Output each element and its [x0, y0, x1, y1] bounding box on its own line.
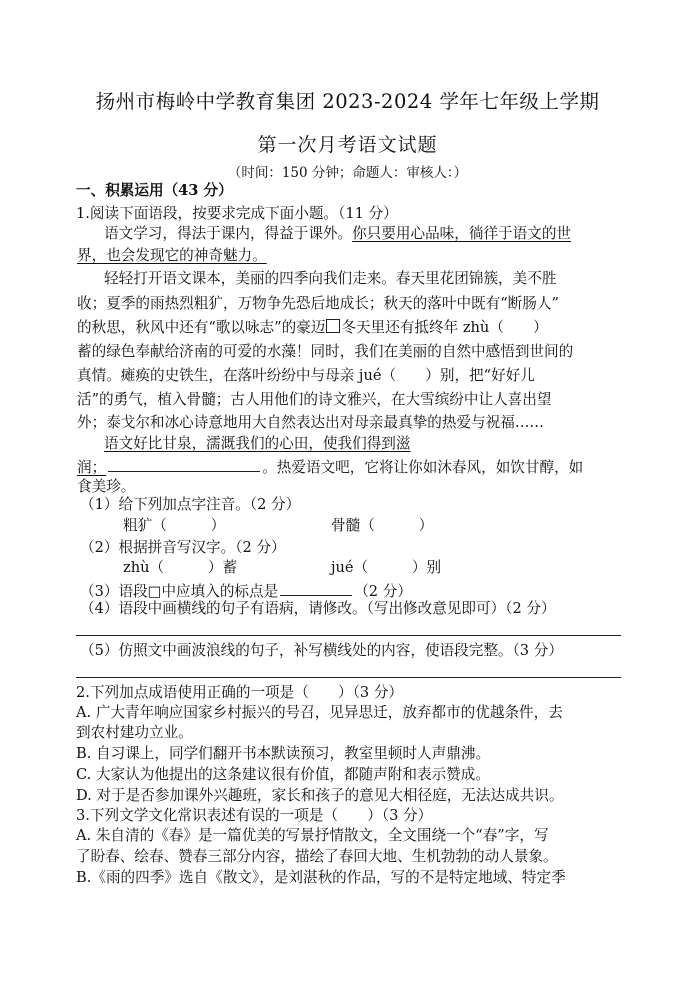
exam-meta: （时间：150 分钟；命题人：审核人：）: [227, 165, 468, 181]
q1-intro-line2: [77, 246, 267, 266]
q3-option-a-line1: A. 朱自清的《春》是一篇优美的写景抒情散文，全文围绕一个“春”字，写: [76, 827, 549, 844]
section-title: 一、积累运用（43 分）: [76, 182, 233, 199]
passage-line-i: 食美珍。: [77, 478, 136, 495]
q2-option-a-line1: A. 广大青年响应国家乡村振兴的号召，见异思迁，放弃都市的优越条件，去: [76, 704, 563, 721]
fill-blank-line[interactable]: [108, 455, 260, 472]
sub-question-2: （2）根据拼音写汉字。（2 分）: [80, 539, 286, 556]
q1-intro-underlined-a: 你只要用心品味，徜徉于语文的世: [352, 225, 572, 242]
sub-question-4: （4）语段中画横线的句子有语病，请修改。（写出修改意见即可）（2 分）: [80, 600, 556, 617]
sub1-word1: 粗犷（ ）: [123, 517, 226, 534]
passage-line-h-rest: 。热爱语文吧，它将让你如沐春风，如饮甘醇，如: [262, 459, 584, 476]
q3-stem: 3.下列文学文化常识表述有误的一项是（ ）（3 分）: [76, 807, 433, 824]
passage-line-a: 轻轻打开语文课本，美丽的四季向我们走来。春天里花团锦簇，美不胜: [104, 270, 557, 287]
punctuation-box: [326, 319, 340, 333]
q1-intro: [104, 224, 571, 244]
passage-line-h: [77, 455, 583, 478]
passage-line-c: [77, 318, 548, 338]
q2-stem: 2.下列加点成语使用正确的一项是（ ）（3 分）: [76, 684, 404, 701]
q3-option-a-line2: 了盼春、绘春、赞春三部分内容，描绘了春回大地、生机勃勃的动人景象。: [76, 848, 558, 865]
q2-option-a-line2: 到农村建功立业。: [76, 724, 193, 741]
exam-title-line2: 第一次月考语文试题: [257, 134, 438, 156]
passage-line-b: 收；夏季的雨热烈粗犷，万物争先恐后地成长；秋天的落叶中既有“断肠人”: [77, 295, 559, 312]
q2-option-c: C. 大家认为他提出的这条建议很有价值，都随声附和表示赞成。: [76, 766, 490, 783]
passage-line-g: 外；泰戈尔和冰心诗意地用大自然表达出对母亲最真挚的热爱与祝福……: [77, 414, 545, 431]
wavy-sentence-a: 语文好比甘泉，濡溉我们的心田，使我们得到滋: [104, 435, 411, 452]
passage-line-f: 活”的勇气，植入骨髓；古人用他们的诗文雅兴，在大雪缤纷中让人喜出望: [77, 391, 552, 408]
sub5-answer-line[interactable]: [76, 677, 621, 678]
sub2-word1: zhù（ ）蓄: [123, 559, 238, 576]
passage-line-e: 真情。瘫痪的史铁生，在落叶纷纷中与母亲 jué（ ）别，把“好好儿: [77, 367, 535, 384]
passage-line-c1: 的秋思，秋风中还有“歌以咏志”的豪迈: [77, 319, 326, 336]
wavy-sentence-b: 润；: [77, 459, 107, 476]
passage-wavy-a: [104, 434, 410, 454]
sub3-text: （3）语段□中应填入的标点是: [80, 583, 279, 600]
exam-title-line1: 扬州市梅岭中学教育集团 2023-2024 学年七年级上学期: [95, 90, 600, 113]
q2-option-b: B. 自习课上，同学们翻开书本默读预习，教室里顿时人声鼎沸。: [76, 745, 491, 762]
sub3-score: （2 分）: [354, 583, 412, 600]
q2-option-d: D. 对于是否参加课外兴趣班，家长和孩子的意见大相径庭，无法达成共识。: [76, 787, 564, 804]
q3-option-b-line1: B.《雨的四季》选自《散文》，是刘湛秋的作品，写的不是特定地域、特定季: [76, 869, 566, 886]
sub-question-1: （1）给下列加点字注音。（2 分）: [80, 496, 301, 513]
sub3-answer-blank[interactable]: [280, 579, 352, 596]
sub1-word2: 骨髓（ ）: [331, 517, 434, 534]
q1-intro-underlined-b: 界，也会发现它的神奇魅力。: [77, 247, 267, 264]
sub4-answer-line[interactable]: [76, 635, 621, 636]
q1-stem: 1.阅读下面语段，按要求完成下面小题。（11 分）: [76, 205, 398, 222]
passage-line-c2: 冬天里还有抵终年 zhù（ ）: [341, 319, 548, 336]
sub2-word2: jué（ ）别: [331, 559, 442, 576]
q1-intro-plain: 语文学习，得法于课内，得益于课外。: [104, 225, 353, 242]
passage-line-d: 蓄的绿色奉献给济南的可爱的水藻！同时，我们在美丽的自然中感悟到世间的: [77, 343, 574, 360]
sub-question-5: （5）仿照文中画波浪线的句子，补写横线处的内容，使语段完整。（3 分）: [80, 642, 563, 659]
